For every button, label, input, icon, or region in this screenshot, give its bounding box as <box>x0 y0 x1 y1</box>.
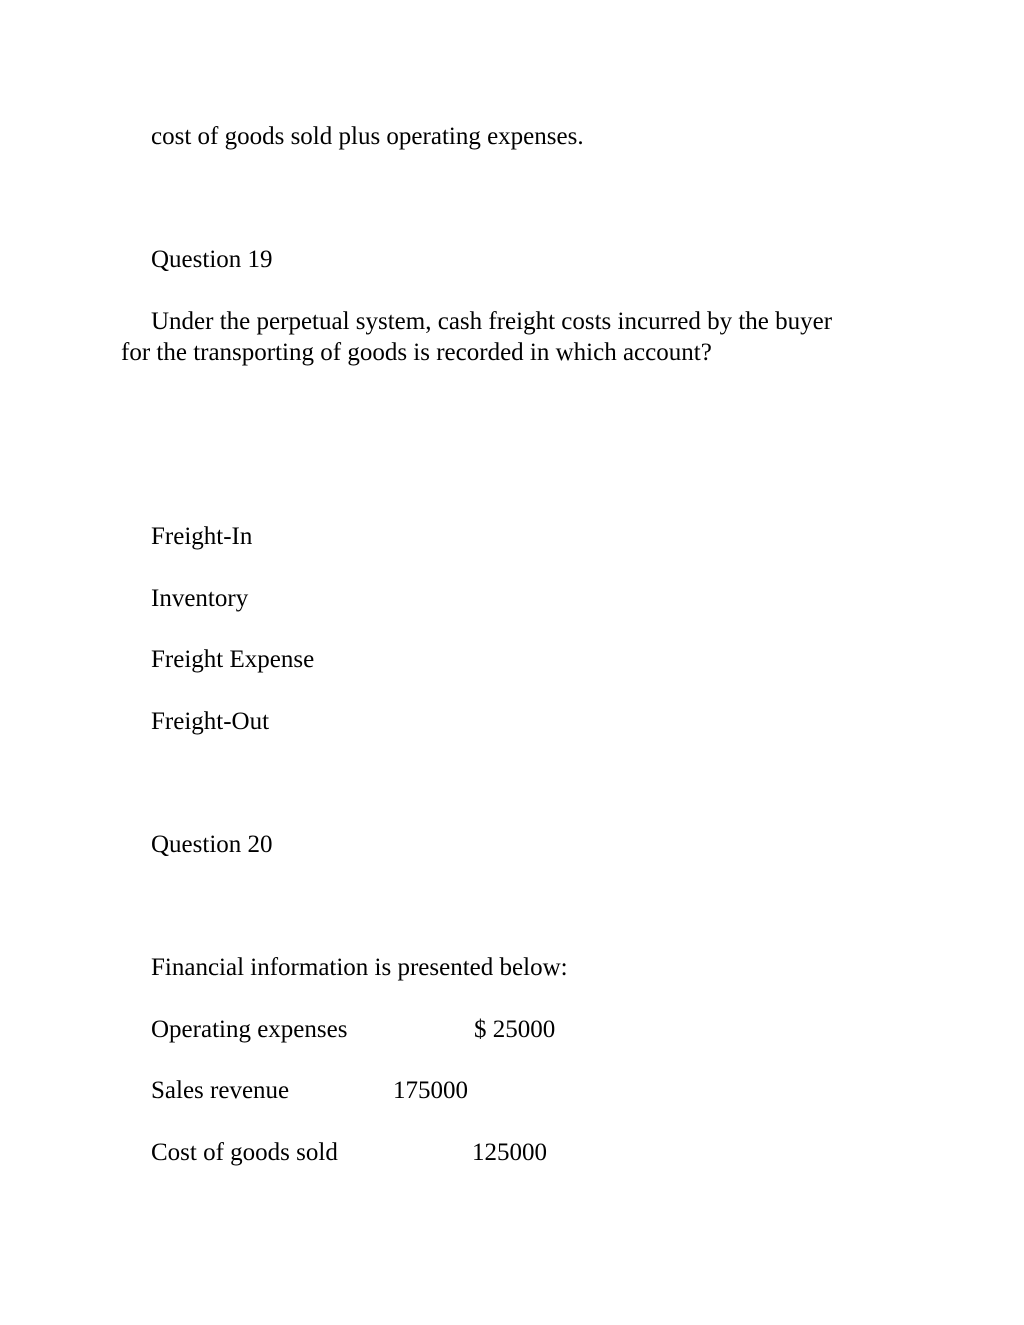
financial-row-label: Sales revenue <box>151 1077 290 1104</box>
question-19-text-line2: for the transporting of goods is recorded in which account? <box>121 339 712 366</box>
question-19-option[interactable]: Inventory <box>151 585 249 612</box>
question-19-option[interactable]: Freight-Out <box>151 708 270 735</box>
question-20-intro: Financial information is presented below: <box>151 954 568 981</box>
financial-row-value: 125000 <box>472 1139 547 1166</box>
financial-row-label: Cost of goods sold <box>151 1139 338 1166</box>
financial-row-value: $ 25000 <box>474 1016 556 1043</box>
financial-row-label: Operating expenses <box>151 1016 348 1043</box>
question-19-option[interactable]: Freight-In <box>151 523 253 550</box>
question-19-option[interactable]: Freight Expense <box>151 646 315 673</box>
question-19-text-line1: Under the perpetual system, cash freight costs incurred by the buyer <box>151 308 833 335</box>
financial-row-value: 175000 <box>393 1077 468 1104</box>
question-19-title: Question 19 <box>151 246 273 273</box>
question-20-title: Question 20 <box>151 831 273 858</box>
lead-text: cost of goods sold plus operating expenses. <box>151 123 584 150</box>
